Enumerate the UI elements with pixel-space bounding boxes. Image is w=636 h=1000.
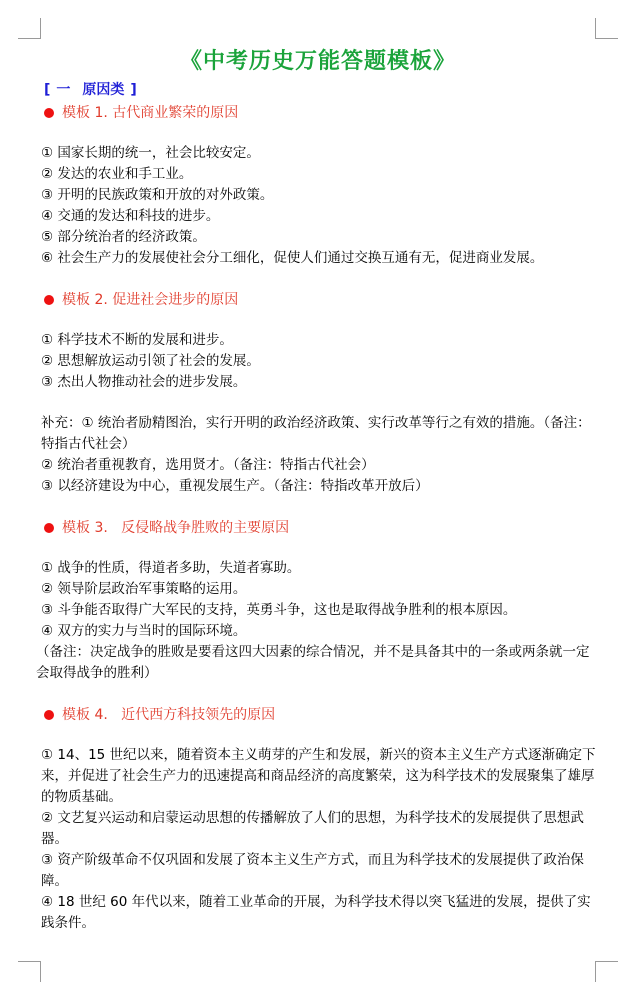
section-label: 原因类	[82, 82, 125, 98]
crop-mark-top-left	[18, 18, 41, 39]
section-heading	[44, 79, 137, 99]
list-item: ② 思想解放运动引领了社会的发展。	[41, 353, 260, 369]
template-heading-text: 模板 3. 反侵略战争胜败的主要原因	[62, 520, 290, 536]
note-paragraph: （备注：决定战争的胜败是要看这四大因素的综合情况，并不是具备其中的一条或两条就一定会取得战争的胜利）	[36, 644, 590, 681]
template-heading-text: 模板 4. 近代西方科技领先的原因	[62, 707, 276, 723]
crop-mark-bottom-left	[18, 961, 41, 982]
bullet-icon	[44, 295, 54, 305]
list-item: ③ 斗争能否取得广大军民的支持，英勇斗争，这也是取得战争胜利的根本原因。	[41, 602, 517, 618]
list-item: ② 发达的农业和手工业。	[41, 166, 193, 182]
reason-paragraph: ③ 资产阶级革命不仅巩固和发展了资本主义生产方式，而且为科学技术的发展提供了政治保障。	[41, 852, 584, 889]
list-item: ① 科学技术不断的发展和进步。	[41, 332, 233, 348]
template-1-heading	[44, 102, 238, 122]
section-number: 一	[56, 82, 71, 98]
list-item: ③ 杰出人物推动社会的进步发展。	[41, 374, 247, 390]
list-item: ⑥ 社会生产力的发展使社会分工细化，促使人们通过交换互通有无，促进商业发展。	[41, 250, 544, 266]
list-item: ① 战争的性质，得道者多助，失道者寡助。	[41, 560, 301, 576]
list-item: ④ 交通的发达和科技的进步。	[41, 208, 220, 224]
reason-paragraph: ④ 18 世纪 60 年代以来，随着工业革命的开展，为科学技术得以突飞猛进的发展，提供了实践条件。	[41, 894, 591, 931]
list-item: ① 国家长期的统一，社会比较安定。	[41, 145, 260, 161]
crop-mark-top-right	[595, 18, 618, 39]
crop-mark-bottom-right	[595, 961, 618, 982]
template-heading-text: 模板 2. 促进社会进步的原因	[62, 292, 239, 308]
reason-paragraph: ① 14、15 世纪以来，随着资本主义萌芽的产生和发展，新兴的资本主义生产方式逐渐确定下来，并促进了社会生产力的迅速提高和商品经济的高度繁荣，这为科学技术的发展聚集了雄厚的物质基础。	[41, 747, 596, 805]
reason-paragraph: ② 文艺复兴运动和启蒙运动思想的传播解放了人们的思想，为科学技术的发展提供了思想武器。	[41, 810, 584, 847]
list-item: ② 领导阶层政治军事策略的运用。	[41, 581, 247, 597]
section-bracket-close: ]	[130, 82, 137, 98]
template-2-heading	[44, 289, 238, 309]
list-item: ③ 以经济建设为中心，重视发展生产。（备注：特指改革开放后）	[41, 478, 429, 494]
template-heading-text: 模板 1. 古代商业繁荣的原因	[62, 105, 239, 121]
bullet-icon	[44, 523, 54, 533]
template-3-heading	[44, 517, 289, 537]
document-title: 《中考历史万能答题模板》	[179, 49, 456, 74]
list-item: ⑤ 部分统治者的经济政策。	[41, 229, 206, 245]
template-4-heading	[44, 704, 275, 724]
list-item: ② 统治者重视教育，选用贤才。（备注：特指古代社会）	[41, 457, 375, 473]
list-item: ③ 开明的民族政策和开放的对外政策。	[41, 187, 274, 203]
list-item: ④ 双方的实力与当时的国际环境。	[41, 623, 247, 639]
bullet-icon	[44, 108, 54, 118]
bullet-icon	[44, 710, 54, 720]
supplement-paragraph: 补充：① 统治者励精图治，实行开明的政治经济政策、实行改革等行之有效的措施。（备注：特指古代社会）	[41, 415, 591, 452]
section-bracket-open: [	[44, 82, 51, 98]
